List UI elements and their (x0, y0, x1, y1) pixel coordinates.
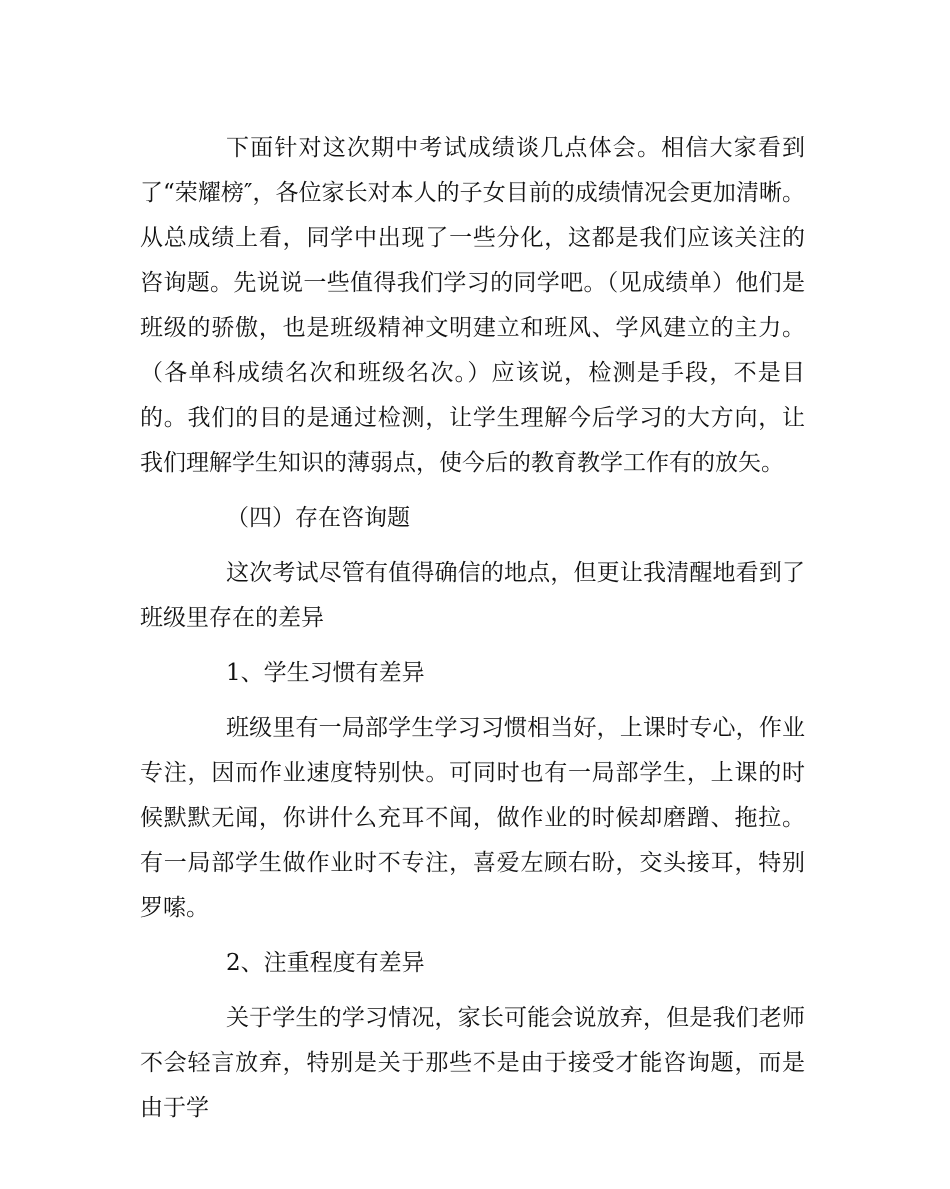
paragraph-exam-reflection: 下面针对这次期中考试成绩谈几点体会。相信大家看到了“荣耀榜″，各位家长对本人的子女目前的成绩情况会更加清晰。从总成绩上看，同学中出现了一些分化，这都是我们应该关注的咨询题。先说说一些值得我们学习的同学吧。（见成绩单）他们是班级的骄傲，也是班级精神文明建立和班风、学风建立的主力。（各单科成绩名次和班级名次。）应该说，检测是手段，不是目的。我们的目的是通过检测，让学生理解今后学习的大方向，让我们理解学生知识的薄弱点，使今后的教育教学工作有的放矢。 (140, 135, 805, 476)
paragraph-differences-intro: 这次考试尽管有值得确信的地点，但更让我清醒地看到了班级里存在的差异 (140, 560, 805, 631)
section-heading-problems: （四）存在咨询题 (226, 505, 410, 531)
paragraph-habit-differences: 班级里有一局部学生学习习惯相当好，上课时专心，作业专注，因而作业速度特别快。可同时也有一局部学生，上课的时候默默无闻，你讲什么充耳不闻，做作业的时候却磨蹭、拖拉。有一局部学生做作业时不专注，喜爱左顾右盼，交头接耳，特别罗嗦。 (140, 715, 805, 921)
subheading-attention-differences: 2、注重程度有差异 (226, 950, 425, 976)
paragraph-attention-differences: 关于学生的学习情况，家长可能会说放弃，但是我们老师不会轻言放弃，特别是关于那些不是由于接受才能咨询题，而是由于学 (140, 1005, 805, 1121)
document-body (140, 126, 805, 1131)
subheading-habit-differences: 1、学生习惯有差异 (226, 660, 425, 686)
